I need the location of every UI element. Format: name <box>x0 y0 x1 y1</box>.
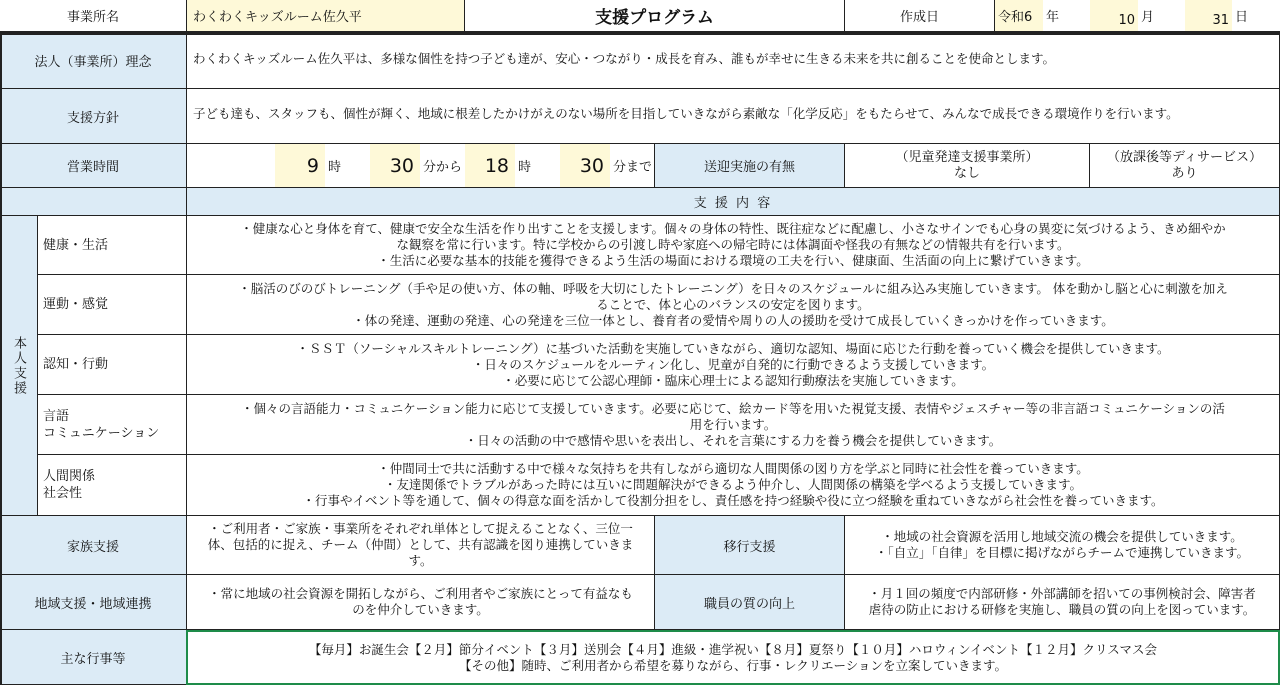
text-line: ・仲間同士で共に活動する中で様々な気持ちを共有しながら適切な人間関係の図り方を学ぶと同時に社会性を養っていきます。 <box>377 461 1089 476</box>
after-school-label: （放課後等ディサービス） <box>1107 149 1262 165</box>
text-line: ・脳活のびのびトレーニング（手や足の使い方、体の軸、呼吸を大切にしたトレーニング）を日々のスケジュールに組み込み実施していきます。 体を動かし脳と心に刺激を加え <box>238 280 1228 296</box>
child-dev-label: （児童発達支援事業所） <box>895 149 1039 165</box>
start-hour-value[interactable]: 9 <box>275 144 325 188</box>
label-line: コミュニケーション <box>43 425 160 441</box>
support-header-spacer <box>0 188 187 216</box>
support-item-health-label: 健康・生活 <box>38 216 187 275</box>
year-unit: 年 <box>1043 0 1090 33</box>
support-item-language-text <box>187 395 1280 455</box>
text-line: ・ご利用者・ご家族・事業所をそれぞれ単体として捉えることなく、三位一 <box>208 521 633 536</box>
support-item-language-label <box>38 395 187 455</box>
individual-support-label <box>0 216 38 516</box>
day-value[interactable]: 31 <box>1185 0 1232 33</box>
text-line: ・日々の活動の中で感情や思いを表出し、それを言葉にする力を養う機会を提供していきます。 <box>464 432 1002 448</box>
text-line: 虐待の防止における研修を実施し、職員の質の向上を図っています。 <box>868 602 1256 617</box>
text-line: ・体の発達、運動の発達、心の発達を三位一体とし、養育者の愛情や周りの人の援助を受けて成長していくきっかけを作っていきます。 <box>352 312 1114 328</box>
start-minute-value[interactable]: 30 <box>370 144 420 188</box>
transport-label: 送迎実施の有無 <box>655 144 845 188</box>
staff-quality-label: 職員の質の向上 <box>655 575 845 630</box>
month-unit: 月 <box>1138 0 1185 33</box>
end-hour-value[interactable]: 18 <box>465 144 515 188</box>
era-value[interactable]: 令和6 <box>995 0 1043 33</box>
family-support-label: 家族支援 <box>0 516 187 575</box>
text-line: ・月１回の頻度で内部研修・外部講師を招いての事例検討会、障害者 <box>868 586 1256 601</box>
community-support-label: 地域支援・地域連携 <box>0 575 187 630</box>
support-item-cognition-label: 認知・行動 <box>38 335 187 395</box>
text-line: な観察を常に行います。特に学校からの引渡し時や家庭への帰宅時には体調面や怪我の有無などの情報共有を行います。 <box>396 237 1070 252</box>
text-line: ・友達関係でトラブルがあった時には互いに問題解決ができるよう仲介し、人間関係の構築を学べるよう支援していきます。 <box>383 477 1083 492</box>
text-line: ・常に地域の社会資源を開拓しながら、ご利用者やご家族にとって有益なも <box>208 586 633 601</box>
events-text[interactable] <box>186 630 1280 685</box>
label-line: 言語 <box>43 408 70 424</box>
created-date-label: 作成日 <box>845 0 995 33</box>
text-line: す。 <box>408 553 433 568</box>
text-line: ・行事やイベント等を通して、個々の得意な面を活かして役割分担をし、責任感を持つ経験や役に立つ経験を重ねていきながら社会性を養っていきます。 <box>302 493 1164 508</box>
end-minute-unit: 分まで <box>610 144 655 188</box>
text-line: ・日々のスケジュールをルーティン化し、児童が自発的に行動できるよう支援していきます。 <box>471 356 995 372</box>
text-line: 体、包括的に捉え、チーム（仲間）として、共有認識を図り連携していきま <box>207 537 634 552</box>
support-item-social-text <box>187 455 1280 516</box>
transition-support-text <box>845 516 1280 575</box>
text-line: ・健康な心と身体を育て、健康で安全な生活を作り出すことを支援します。個々の身体の特性、既往症などに配慮し、小さなサインでも心身の異変に気づけるよう、きめ細やか <box>240 221 1226 236</box>
text-line: ・地域の社会資源を活用し地域交流の機会を提供していきます。 <box>881 529 1243 544</box>
label-line: 社会性 <box>43 486 83 501</box>
individual-support-text: 本人支援 <box>11 335 26 396</box>
text-line: ることで、体と心のバランスの安定を図ります。 <box>596 296 870 312</box>
hours-spacer <box>187 144 275 188</box>
support-item-social-label <box>38 455 187 516</box>
end-minute-value[interactable]: 30 <box>560 144 610 188</box>
child-dev-value[interactable]: なし <box>953 165 980 181</box>
text-line: のを仲介していきます。 <box>352 602 489 617</box>
page-title: 支援プログラム <box>465 0 845 33</box>
text-line: 【その他】随時、ご利用者から希望を募りながら、行事・レクリエーションを立案していきます。 <box>458 657 1007 673</box>
start-hour-unit: 時 <box>325 144 370 188</box>
text-line: 用を行います。 <box>689 416 777 432</box>
text-line: ・「自立」「自律」を目標に掲げながらチームで連携していきます。 <box>874 545 1249 560</box>
support-item-motor-label: 運動・感覚 <box>38 275 187 335</box>
day-unit: 日 <box>1232 0 1280 33</box>
staff-quality-text <box>845 575 1280 630</box>
hours-label: 営業時間 <box>0 144 187 188</box>
policy-label: 支援方針 <box>0 89 187 144</box>
month-value[interactable]: 10 <box>1090 0 1138 33</box>
philosophy-text: わくわくキッズルーム佐久平は、多様な個性を持つ子ども達が、安心・つながり・成長を育み、誰もが幸せに生きる未来を共に創ることを使命とします。 <box>187 33 1280 89</box>
events-label: 主な行事等 <box>0 630 187 685</box>
text-line: 【毎月】お誕生会【２月】節分イベント【３月】送別会【４月】進級・進学祝い【８月】夏祭り【１０月】ハロウィンイベント【１２月】クリスマス会 <box>308 641 1158 657</box>
text-line: ・個々の言語能力・コミュニケーション能力に応じて支援していきます。必要に応じて、絵カード等を用いた視覚支援、表情やジェスチャー等の非言語コミュニケーションの活 <box>241 400 1225 416</box>
support-item-cognition-text <box>187 335 1280 395</box>
start-minute-unit: 分から <box>420 144 465 188</box>
child-dev-transport <box>845 144 1090 188</box>
text-line: ・必要に応じて公認心理師・臨床心理士による認知行動療法を実施していきます。 <box>502 372 964 388</box>
after-school-transport <box>1090 144 1280 188</box>
after-school-value[interactable]: あり <box>1171 165 1198 181</box>
philosophy-label: 法人（事業所）理念 <box>0 33 187 89</box>
office-name-label: 事業所名 <box>0 0 187 33</box>
office-name-value[interactable]: わくわくキッズルーム佐久平 <box>187 0 465 33</box>
transition-support-label: 移行支援 <box>655 516 845 575</box>
family-support-text <box>187 516 655 575</box>
label-line: 人間関係 <box>43 469 96 484</box>
end-hour-unit: 時 <box>515 144 560 188</box>
policy-text: 子ども達も、スタッフも、個性が輝く、地域に根差したかけがえのない場所を目指していきながら素敵な「化学反応」をもたらせて、みんなで成長できる環境作りを行います。 <box>187 89 1280 144</box>
community-support-text <box>187 575 655 630</box>
support-content-header: 支 援 内 容 <box>187 188 1280 216</box>
text-line: ・生活に必要な基本的技能を獲得できるよう生活の場面における環境の工夫を行い、健康面、生活面の向上に繋げていきます。 <box>377 253 1089 268</box>
text-line: ・ＳＳＴ（ソーシャルスキルトレーニング）に基づいた活動を実施していきながら、適切な認知、場面に応じた行動を養っていく機会を提供していきます。 <box>296 340 1170 356</box>
support-item-health-text <box>187 216 1280 275</box>
support-item-motor-text <box>187 275 1280 335</box>
